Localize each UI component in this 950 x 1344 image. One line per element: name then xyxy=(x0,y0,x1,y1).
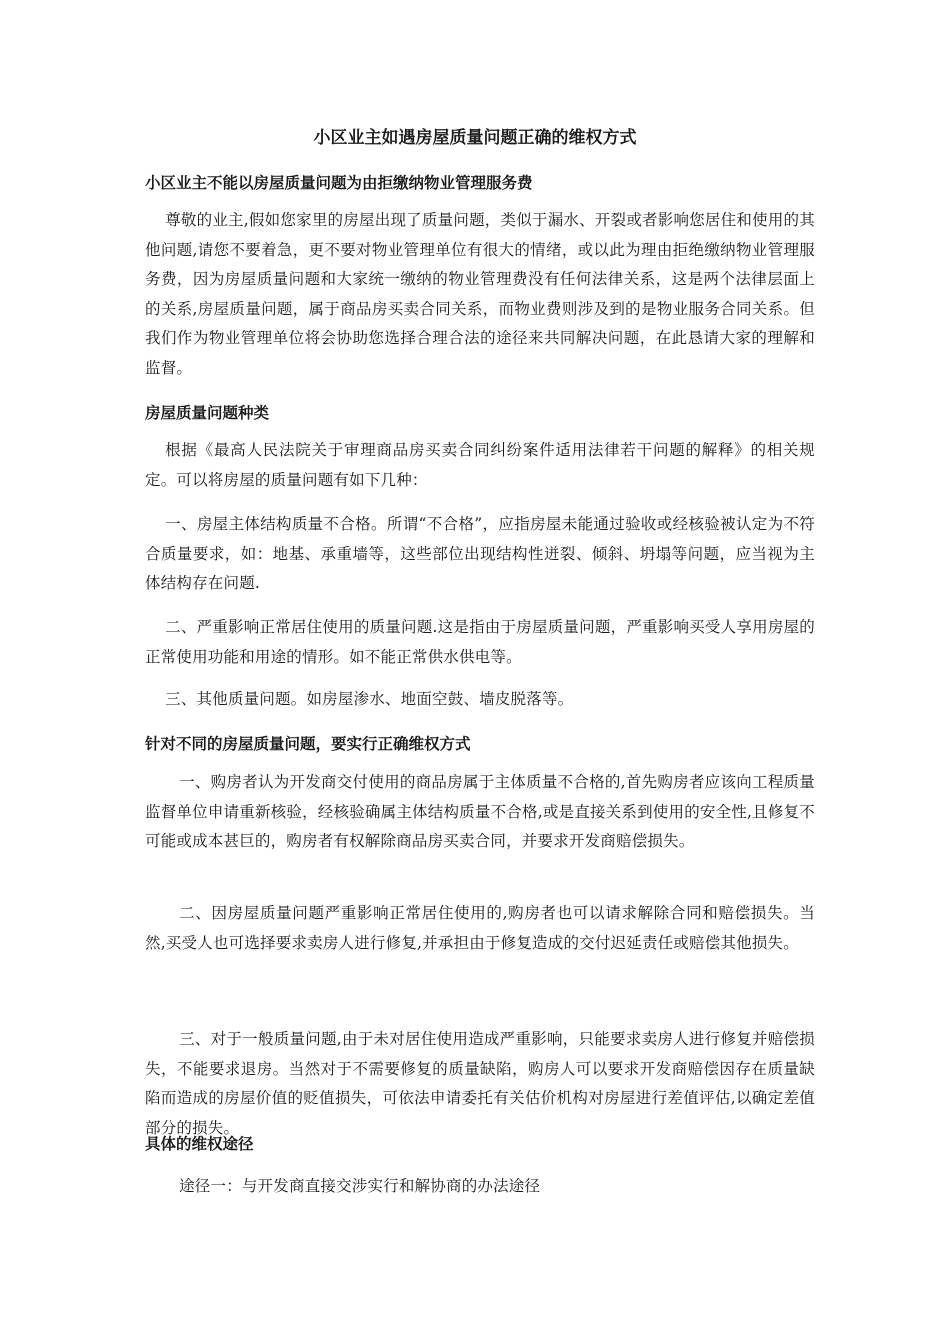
paragraph-legal-basis: 根据《最高人民法院关于审理商品房买卖合同纠纷案件适用法律若干问题的解释》的相关规定。可以将房屋的质量问题有如下几种： xyxy=(145,441,815,489)
paragraph-way-one: 途径一：与开发商直接交涉实行和解协商的办法途径 xyxy=(179,1177,541,1195)
section-heading-quality-types: 房屋质量问题种类 xyxy=(145,404,270,422)
paragraph-method-structural: 一、购房者认为开发商交付使用的商品房属于主体质量不合格的,首先购房者应该向工程质量监督单位申请重新核验，经核验确属主体结构质量不合格,或是直接关系到使用的安全性,且修复不可能或成本甚巨的，购房者有权解除商品房买卖合同，并要求开发商赔偿损失。 xyxy=(145,773,815,850)
section-heading-rights-methods: 针对不同的房屋质量问题，要实行正确维权方式 xyxy=(145,735,471,753)
paragraph-type-severe: 二、严重影响正常居住使用的质量问题.这是指由于房屋质量问题，严重影响买受人享用房屋的正常使用功能和用途的情形。如不能正常供水供电等。 xyxy=(145,618,815,666)
paragraph-method-general: 三、对于一般质量问题,由于未对居住使用造成严重影响，只能要求卖房人进行修复并赔偿损失，不能要求退房。当然对于不需要修复的质量缺陷，购房人可以要求开发商赔偿因存在质量缺陷而造成的房屋价值的贬值损失，可依法申请委托有关估价机构对房屋进行差值评估,以确定差值部分的损失。 xyxy=(145,1030,815,1137)
section-heading-specific-ways: 具体的维权途径 xyxy=(145,1135,254,1153)
document-title: 小区业主如遇房屋质量问题正确的维权方式 xyxy=(313,128,637,148)
section-heading-no-refusal: 小区业主不能以房屋质量问题为由拒缴纳物业管理服务费 xyxy=(145,174,533,192)
paragraph-method-severe: 二、因房屋质量问题严重影响正常居住使用的,购房者也可以请求解除合同和赔偿损失。当然,买受人也可选择要求卖房人进行修复,并承担由于修复造成的交付迟延责任或赔偿其他损失。 xyxy=(145,904,815,952)
paragraph-notice: 尊敬的业主,假如您家里的房屋出现了质量问题，类似于漏水、开裂或者影响您居住和使用的其他问题,请您不要着急，更不要对物业管理单位有很大的情绪，或以此为理由拒绝缴纳物业管理服务费，因为房屋质量问题和大家统一缴纳的物业管理费没有任何法律关系，这是两个法律层面上的关系,房屋质量问题，属于商品房买卖合同关系，而物业费则涉及到的是物业服务合同关系。但我们作为物业管理单位将会协助您选择合理合法的途径来共同解决问题，在此恳请大家的理解和监督。 xyxy=(145,211,815,377)
paragraph-type-other: 三、其他质量问题。如房屋渗水、地面空鼓、墙皮脱落等。 xyxy=(165,690,574,708)
paragraph-type-structural: 一、房屋主体结构质量不合格。所谓“不合格”，应指房屋未能通过验收或经核验被认定为不符合质量要求，如：地基、承重墙等，这些部位出现结构性迸裂、倾斜、坍塌等问题，应当视为主体结构存在问题. xyxy=(145,515,815,592)
